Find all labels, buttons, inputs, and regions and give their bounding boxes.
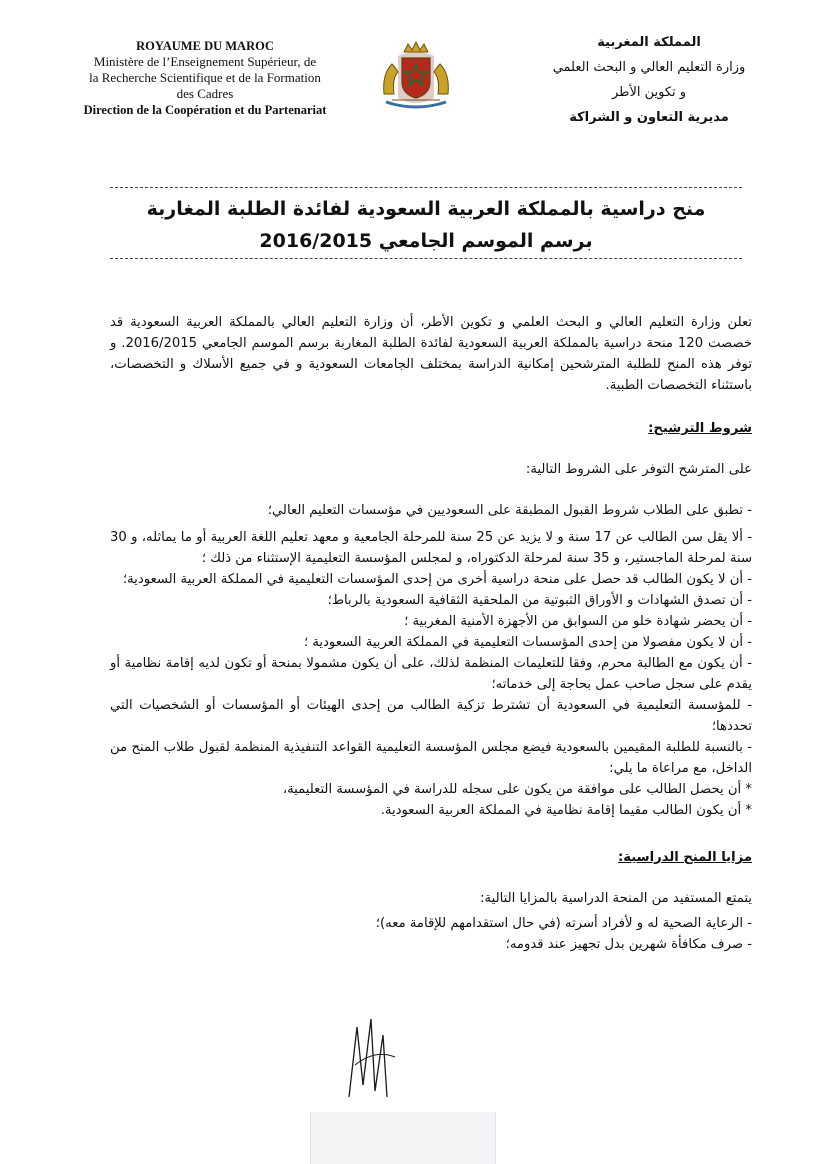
list-item: - ألا يقل سن الطالب عن 17 سنة و لا يزيد عن 25 سنة للمرحلة الجامعية و معهد تعليم اللغة العربية أو ما يماثله، و 30 سنة لمرحلة الماجستير، و 35 سنة لمرحلة الدكتوراه، و لمجلس المؤسسة التعليمية الإستثناء من ذلك ؛ [110, 530, 752, 566]
list-item: * أن يكون الطالب مقيما إقامة نظامية في المملكة العربية السعودية. [380, 803, 752, 818]
direction-ar: مديرية التعاون و الشراكة [569, 110, 729, 125]
conditions-heading: شروط الترشيح: [648, 421, 752, 436]
direction-fr: Direction de la Coopération et du Partenariat [83, 103, 327, 117]
ministry-line-2-fr: la Recherche Scientifique et de la Formation [89, 70, 321, 85]
document-body [110, 312, 752, 975]
benefits-heading: مزايا المنح الدراسية: [618, 850, 752, 865]
list-item: - الرعاية الصحية له و لأفراد أسرته (في حال استقدامهم للإقامة معه)؛ [375, 916, 752, 931]
country-name-fr: ROYAUME DU MAROC [136, 39, 274, 53]
title-line-2: برسم الموسم الجامعي 2016/2015 [259, 230, 593, 252]
signature [335, 1005, 415, 1105]
stamp-area [310, 1112, 496, 1164]
ministry-line-2-ar: و تكوين الأطر [611, 85, 687, 100]
conditions-lead: على المترشح التوفر على الشروط التالية: [525, 462, 752, 477]
list-item: - تطبق على الطلاب شروط القبول المطبقة على السعوديين في مؤسسات التعليم العالي؛ [267, 503, 752, 518]
document-title [110, 193, 742, 257]
list-item: - بالنسبة للطلبة المقيمين بالسعودية فيضع مجلس المؤسسة التعليمية القواعد التنفيذية المنظمة لقبول طلاب المنح من الداخل، مع مراعاة ما يلي: [110, 740, 752, 776]
conditions-list [110, 500, 752, 821]
list-item: - للمؤسسة التعليمية في السعودية أن تشترط تزكية الطالب من إحدى الهيئات أو المؤسسات أو الشخصيات التي تحددها؛ [110, 698, 752, 734]
list-item: - أن لا يكون مفصولا من إحدى المؤسسات التعليمية في المملكة العربية السعودية ؛ [303, 635, 752, 650]
divider-bottom [110, 258, 742, 259]
benefits-list [110, 913, 752, 955]
list-item: - أن تصدق الشهادات و الأوراق الثبوتية من الملحقية الثقافية السعودية بالرباط؛ [327, 593, 752, 608]
list-item: * أن يحصل الطالب على موافقة من يكون على سجله للدراسة في المؤسسة التعليمية، [282, 782, 752, 797]
country-name-ar: المملكة المغربية [597, 35, 701, 50]
title-line-1: منح دراسية بالمملكة العربية السعودية لفائدة الطلبة المغاربة [146, 198, 706, 220]
ministry-line-3-fr: des Cadres [176, 86, 234, 101]
intro-paragraph: تعلن وزارة التعليم العالي و البحث العلمي و تكوين الأطر، أن وزارة التعليم العالي بالمملكة العربية السعودية قد خصصت 120 منحة دراسية بالمملكة العربية السعودية لفائدة الطلبة المغاربة برسم الموسم الجامعي 2016/2015. و توفر هذه المنح للطلبة المترشحين إمكانية الدراسة بمختلف الجامعات السعودية و في جميع الأسلاك و التخصصات، باستثناء التخصصات الطبية. [110, 315, 752, 393]
royal-coat-of-arms-icon [378, 38, 454, 114]
ministry-line-1-fr: Ministère de l’Enseignement Supérieur, de [93, 54, 317, 69]
ministry-line-1-ar: وزارة التعليم العالي و البحث العلمي [552, 60, 746, 75]
list-item: - أن يحضر شهادة خلو من السوابق من الأجهزة الأمنية المغربية ؛ [404, 614, 752, 629]
header-arabic [534, 30, 764, 130]
list-item: - صرف مكافأة شهرين بدل تجهيز عند قدومه؛ [505, 937, 752, 952]
divider-top [110, 187, 742, 188]
list-item: - أن لا يكون الطالب قد حصل على منحة دراسية أخرى من إحدى المؤسسات التعليمية في المملكة العربية السعودية؛ [122, 572, 752, 587]
benefits-lead: يتمتع المستفيد من المنحة الدراسية بالمزايا التالية: [480, 891, 752, 906]
list-item: - أن يكون مع الطالبة محرم، وفقا للتعليمات المنظمة لذلك، على أن يكون مشمولا بمنحة أو تكون لديه إقامة نظامية أو يقدم على سجل صاحب عمل بحاجة إلى خدماته؛ [110, 656, 752, 692]
header-french [70, 38, 340, 118]
